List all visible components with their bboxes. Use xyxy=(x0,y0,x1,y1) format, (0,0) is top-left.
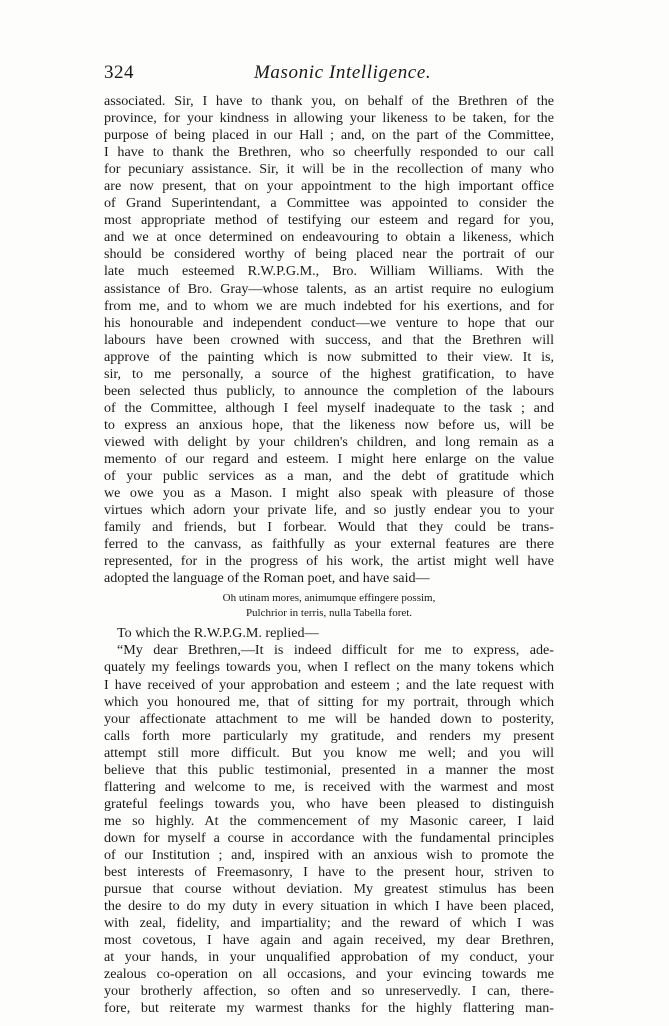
running-head: Masonic Intelligence. xyxy=(254,62,432,83)
page-header xyxy=(104,62,554,90)
text-line: I have received of your approbation and esteem ; and the late request with xyxy=(104,676,554,693)
text-line: attempt still more difficult. But you know me well; and you will xyxy=(104,744,554,761)
text-line: most covetous, I have again and again received, my dear Brethren, xyxy=(104,932,554,949)
text-line: are now present, that on your appointment to the high important office xyxy=(104,178,554,195)
paragraph-reply xyxy=(104,642,554,1017)
text-line: the desire to do my duty in every situation in which I have been placed, xyxy=(104,898,554,915)
text-line: province, for your kindness in allowing your likeness to be taken, for the xyxy=(104,110,554,127)
text-line: me so highly. At the commencement of my Masonic career, I laid xyxy=(104,812,554,829)
text-line: calls forth more particularly my gratitude, and renders my present xyxy=(104,727,554,744)
text-line: ferred to the canvass, as faithfully as your external features are there xyxy=(104,536,554,553)
text-line: believe that this public testimonial, presented in a manner the most xyxy=(104,761,554,778)
text-line: associated. Sir, I have to thank you, on behalf of the Brethren of the xyxy=(104,93,554,109)
text-line: of your public services as a man, and the debt of gratitude which xyxy=(104,468,554,485)
text-line: sir, to me personally, a source of the highest gratification, to have xyxy=(104,365,554,382)
text-line: of our Institution ; and, inspired with an anxious wish to promote the xyxy=(104,846,554,863)
paragraph-reply-intro xyxy=(104,625,554,642)
text-line: approve of the painting which is now submitted to their view. It is, xyxy=(104,348,554,365)
text-line: adopted the language of the Roman poet, and have said— xyxy=(104,570,430,587)
text-line: with zeal, fidelity, and impartiality; and the reward of which I was xyxy=(104,915,554,932)
text-line: your affectionate attachment to me will be handed down to posterity, xyxy=(104,710,554,727)
quote-line: Oh utinam mores, animumque effingere possim, xyxy=(222,592,436,605)
page-number: 324 xyxy=(104,62,134,83)
text-line: at your hands, in your unqualified approbation of my conduct, your xyxy=(104,949,554,966)
text-line: down for myself a course in accordance with the fundamental principles xyxy=(104,829,554,846)
text-line: labours have been crowned with success, and that the Brethren will xyxy=(104,331,554,348)
text-line: from me, and to whom we are much indebted for his exertions, and for xyxy=(104,297,554,314)
text-line: to express an anxious hope, that the likeness now before us, will be xyxy=(104,416,554,433)
text-line: I have to thank the Brethren, who so cheerfully responded to our call xyxy=(104,144,554,161)
text-line: assistance of Bro. Gray—whose talents, as an artist require no eulogium xyxy=(104,280,554,297)
text-line: To which the R.W.P.G.M. replied— xyxy=(117,625,319,642)
text-line: which you honoured me, that of sitting for my portrait, through which xyxy=(104,693,554,710)
text-line: late much esteemed R.W.P.G.M., Bro. William Williams. With the xyxy=(104,263,554,280)
text-line: his honourable and independent conduct—we venture to hope that our xyxy=(104,314,554,331)
text-line: for pecuniary assistance. Sir, it will be in the recollection of many who xyxy=(104,161,554,178)
text-line: virtues which adorn your private life, and so justly endear you to your xyxy=(104,502,554,519)
text-line: should be considered worthy of being placed near the portrait of our xyxy=(104,246,554,263)
text-line: fore, but reiterate my warmest thanks for the highly flattering man- xyxy=(104,1000,554,1017)
quote-line: Pulchrior in terris, nulla Tabella foret. xyxy=(245,607,413,620)
text-line: and we at once determined on endeavouring to obtain a likeness, which xyxy=(104,229,554,246)
text-line: been selected thus publicly, to announce the completion of the labours xyxy=(104,382,554,399)
text-line: pursue that course without deviation. My greatest stimulus has been xyxy=(104,881,554,898)
text-line: family and friends, but I forbear. Would that they could be trans- xyxy=(104,519,554,536)
text-line: flattering and welcome to me, is received with the warmest and most xyxy=(104,778,554,795)
text-line: your brotherly affection, so often and so unreservedly. I can, there- xyxy=(104,983,554,1000)
text-line: most appropriate method of testifying our esteem and regard for you, xyxy=(104,212,554,229)
text-line: “My dear Brethren,—It is indeed difficult for me to express, ade- xyxy=(117,642,554,659)
text-line: viewed with delight by your children's children, and long remain as a xyxy=(104,433,554,450)
text-line: best interests of Freemasonry, I have to the present hour, striven to xyxy=(104,864,554,881)
text-line: we owe you as a Mason. I might also speak with pleasure of those xyxy=(104,485,554,502)
text-line: purpose of being placed in our Hall ; and, on the part of the Committee, xyxy=(104,127,554,144)
text-line: of Grand Superintendant, a Committee was appointed to consider the xyxy=(104,195,554,212)
text-line: zealous co-operation on all occasions, and your evincing towards me xyxy=(104,966,554,983)
text-line: of the Committee, although I feel myself inadequate to the task ; and xyxy=(104,399,554,416)
text-line: quately my feelings towards you, when I reflect on the many tokens which xyxy=(104,659,554,676)
body-text xyxy=(104,93,554,1017)
text-line: represented, for in the progress of his work, the artist might well have xyxy=(104,553,554,570)
paragraph-speech xyxy=(104,93,554,587)
text-line: grateful feelings towards you, who have been pleased to distinguish xyxy=(104,795,554,812)
latin-quotation xyxy=(104,591,554,621)
text-line: memento of our regard and esteem. I might here enlarge on the value xyxy=(104,450,554,467)
